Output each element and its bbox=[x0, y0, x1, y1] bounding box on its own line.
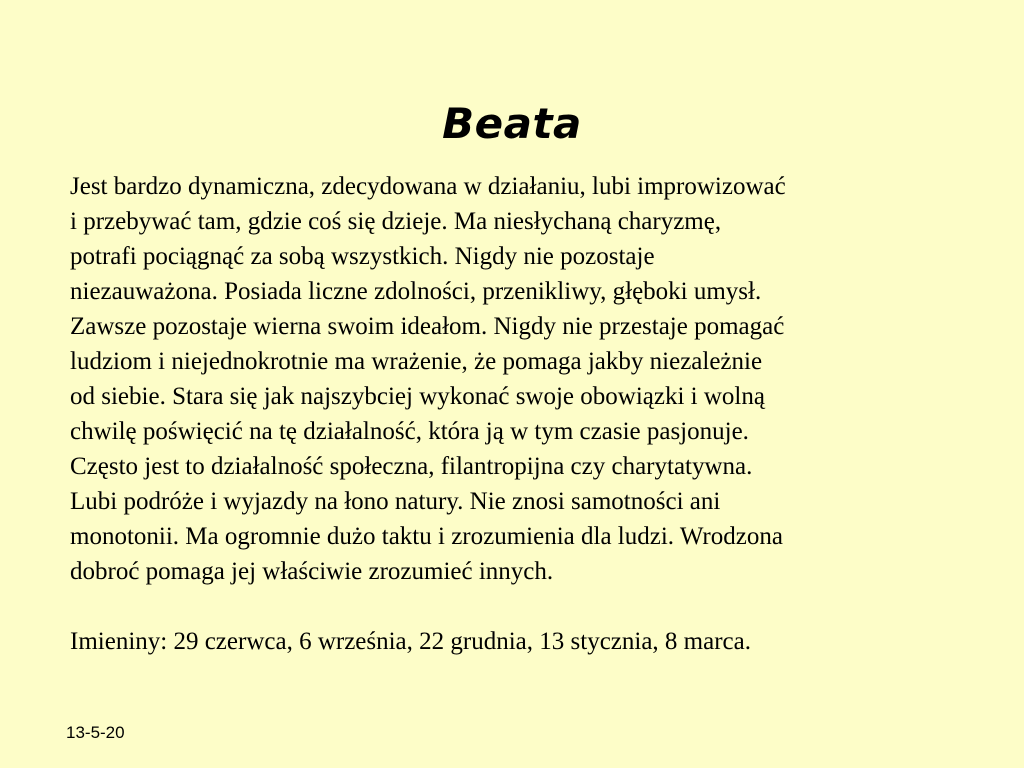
slide-title: Beata bbox=[442, 99, 582, 149]
name-days-paragraph: Imieniny: 29 czerwca, 6 września, 22 grudnia, 13 stycznia, 8 marca. bbox=[70, 628, 751, 655]
slide-body bbox=[70, 169, 970, 659]
description-paragraph: Jest bardzo dynamiczna, zdecydowana w działaniu, lubi improwizować i przebywać tam, gdzie coś się dzieje. Ma niesłychaną charyzmę, potrafi pociągnąć za sobą wszystkich. Nigdy nie pozostaje niezauważona. Posiada liczne zdolności, przenikliwy, głęboki umysł. Zawsze pozostaje wierna swoim ideałom. Nigdy nie przestaje pomagać ludziom i niejednokrotnie ma wrażenie, że pomaga jakby niezależnie od siebie. Stara się jak najszybciej wykonać swoje obowiązki i wolną chwilę poświęcić na tę działalność, która ją w tym czasie pasjonuje. Często jest to działalność społeczna, filantropijna czy charytatywna. Lubi podróże i wyjazdy na łono natury. Nie znosi samotności ani monotonii. Ma ogromnie dużo taktu i zrozumienia dla ludzi. Wrodzona dobroć pomaga jej właściwie zrozumieć innych. bbox=[70, 173, 786, 585]
slide-date: 13-5-20 bbox=[66, 723, 125, 742]
